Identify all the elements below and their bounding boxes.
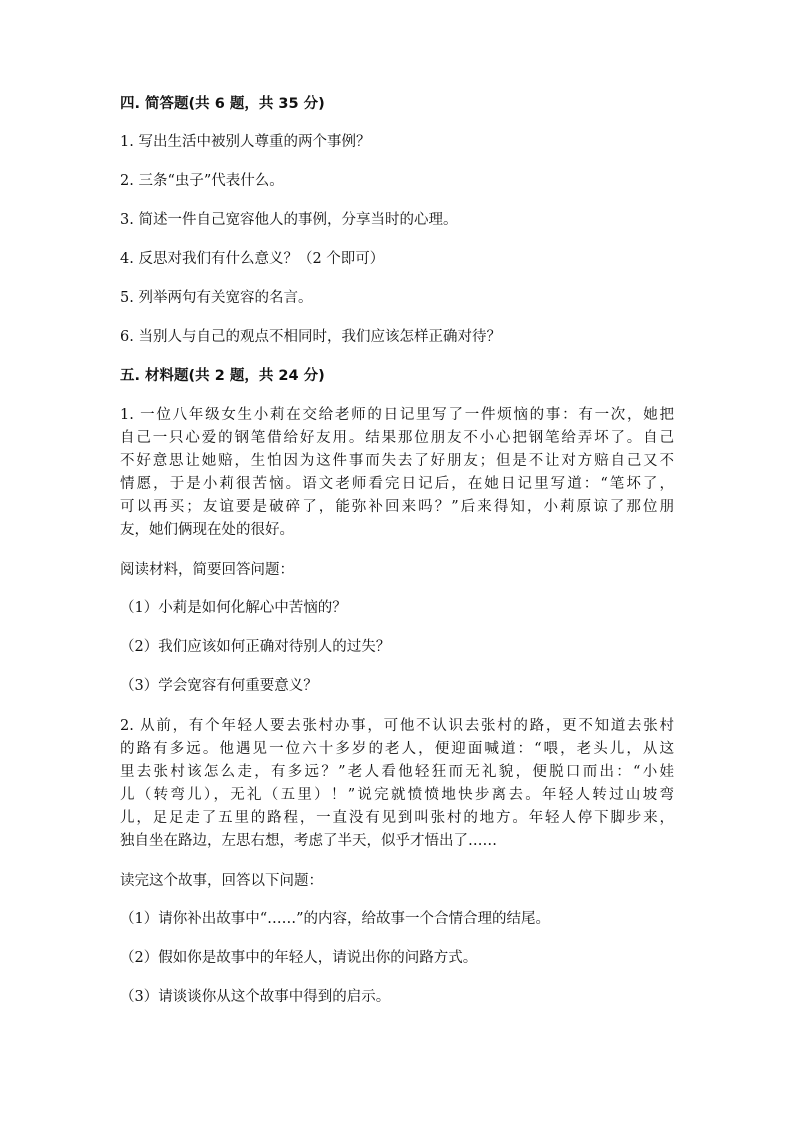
material-1-line: 可以再买；友谊要是破碎了，能弥补回来吗？”后来得知，小莉原谅了那位朋 xyxy=(120,499,674,515)
short-answer-question-6: 6. 当别人与自己的观点不相同时，我们应该怎样正确对待？ xyxy=(120,329,501,345)
material-2-line: 儿，足足走了五里的路程，一直没有见到叫张村的地方。年轻人停下脚步来， xyxy=(120,810,674,826)
material-2-text xyxy=(120,715,674,853)
section-4-heading: 四. 简答题(共 6 题，共 35 分) xyxy=(120,96,325,112)
material-1-subquestion-1: （1）小莉是如何化解心中苦恼的？ xyxy=(120,600,347,616)
material-1-subquestion-3: （3）学会宽容有何重要意义？ xyxy=(120,678,318,694)
material-2-subquestion-1: （1）请你补出故事中“……”的内容，给故事一个合情合理的结尾。 xyxy=(120,911,551,927)
material-1-text xyxy=(120,404,674,542)
short-answer-question-3: 3. 简述一件自己宽容他人的事例，分享当时的心理。 xyxy=(120,212,458,228)
material-2-subquestion-3: （3）请谈谈你从这个故事中得到的启示。 xyxy=(120,989,391,1005)
section-5-heading: 五. 材料题(共 2 题，共 24 分) xyxy=(120,368,325,384)
short-answer-question-2: 2. 三条“虫子”代表什么。 xyxy=(120,173,284,189)
material-1-line: 友，她们俩现在处的很好。 xyxy=(120,522,294,538)
material-2-line: 儿（转弯儿），无礼（五里）！”说完就愤愤地快步离去。年轻人转过山坡弯 xyxy=(120,787,674,803)
material-1-line: 1. 一位八年级女生小莉在交给老师的日记里写了一件烦恼的事：有一次，她把 xyxy=(120,407,674,423)
material-1-line: 自己一只心爱的钢笔借给好友用。结果那位朋友不小心把钢笔给弄坏了。自己 xyxy=(120,430,674,446)
material-2-line: 里去张村该怎么走，有多远？”老人看他轻狂而无礼貌，便脱口而出：“小娃 xyxy=(120,764,674,780)
short-answer-question-1: 1. 写出生活中被别人尊重的两个事例？ xyxy=(120,134,371,150)
material-2-line: 独自坐在路边，左思右想，考虑了半天，似乎才悟出了…… xyxy=(120,833,497,849)
material-1-subquestion-2: （2）我们应该如何正确对待别人的过失？ xyxy=(120,639,391,655)
material-2-prompt: 读完这个故事，回答以下问题： xyxy=(120,873,323,889)
short-answer-question-5: 5. 列举两句有关宽容的名言。 xyxy=(120,290,313,306)
material-2-line: 的路有多远。他遇见一位六十多岁的老人，便迎面喊道：“喂，老头儿，从这 xyxy=(120,741,674,757)
material-2-line: 2. 从前，有个年轻人要去张村办事，可他不认识去张村的路，更不知道去张村 xyxy=(120,718,674,734)
short-answer-question-4: 4. 反思对我们有什么意义？（2 个即可） xyxy=(120,251,385,267)
material-2-subquestion-2: （2）假如你是故事中的年轻人，请说出你的问路方式。 xyxy=(120,950,478,966)
material-1-line: 不好意思让她赔，生怕因为这件事而失去了好朋友；但是不让对方赔自己又不 xyxy=(120,453,674,469)
material-1-line: 情愿，于是小莉很苦恼。语文老师看完日记后，在她日记里写道：“笔坏了， xyxy=(120,476,674,492)
material-1-prompt: 阅读材料，简要回答问题： xyxy=(120,562,294,578)
